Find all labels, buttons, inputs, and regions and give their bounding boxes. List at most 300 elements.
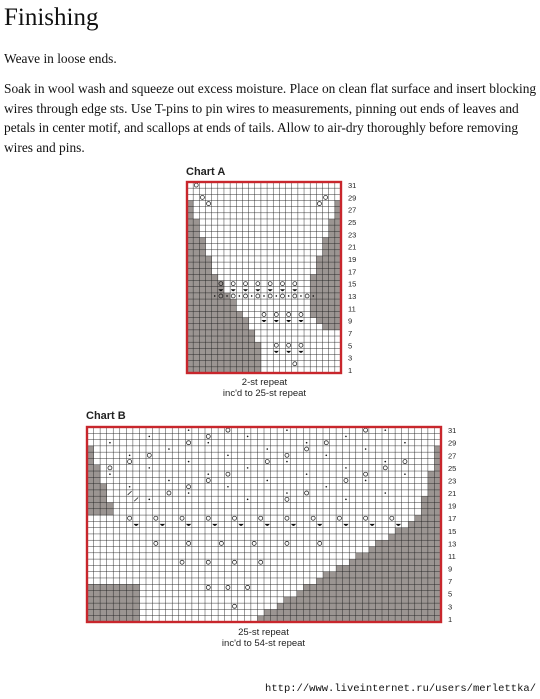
chart-a-no-stitch-cell	[205, 256, 211, 262]
chart-b-no-stitch-cell	[362, 609, 369, 616]
chart-b-no-stitch-cell	[336, 591, 343, 598]
chart-b-no-stitch-cell	[133, 584, 140, 591]
chart-b-no-stitch-cell	[428, 584, 435, 591]
chart-a-no-stitch-cell	[242, 361, 248, 367]
chart-b-no-stitch-cell	[402, 534, 409, 541]
chart-b-no-stitch-cell	[120, 591, 127, 598]
chart-a-purl-symbol	[251, 295, 253, 297]
chart-b-no-stitch-cell	[336, 584, 343, 591]
chart-a-no-stitch-cell	[310, 287, 316, 293]
chart-a-no-stitch-cell	[218, 330, 224, 336]
chart-a-no-stitch-cell	[329, 237, 335, 243]
chart-b-no-stitch-cell	[113, 609, 120, 616]
chart-b-no-stitch-cell	[375, 603, 382, 610]
chart-a-no-stitch-cell	[316, 256, 322, 262]
chart-b-no-stitch-cell	[375, 584, 382, 591]
chart-b-no-stitch-cell	[395, 547, 402, 554]
chart-b-no-stitch-cell	[126, 603, 133, 610]
chart-b-row-number: 5	[448, 589, 453, 599]
chart-a-no-stitch-cell	[224, 361, 230, 367]
chart-b-no-stitch-cell	[310, 597, 317, 604]
chart-b-no-stitch-cell	[316, 578, 323, 585]
chart-b-no-stitch-cell	[362, 591, 369, 598]
chart-b-no-stitch-cell	[415, 534, 422, 541]
chart-a-no-stitch-cell	[329, 250, 335, 256]
chart-b-no-stitch-cell	[369, 547, 376, 554]
chart-a-no-stitch-cell	[218, 355, 224, 361]
chart-b-no-stitch-cell	[316, 609, 323, 616]
chart-b-no-stitch-cell	[343, 565, 350, 572]
source-url: http://www.liveinternet.ru/users/merlettka/	[265, 683, 536, 695]
chart-a-no-stitch-cell	[212, 361, 218, 367]
chart-b-row-number: 13	[448, 539, 457, 549]
chart-b-no-stitch-cell	[349, 597, 356, 604]
chart-b-no-stitch-cell	[369, 591, 376, 598]
chart-a-no-stitch-cell	[323, 311, 329, 317]
chart-a-no-stitch-cell	[323, 281, 329, 287]
chart-b-no-stitch-cell	[428, 609, 435, 616]
chart-b-no-stitch-cell	[107, 584, 114, 591]
chart-b-no-stitch-cell	[330, 578, 337, 585]
chart-a-no-stitch-cell	[230, 348, 236, 354]
chart-b-no-stitch-cell	[356, 584, 363, 591]
chart-b-no-stitch-cell	[408, 584, 415, 591]
chart-b-no-stitch-cell	[389, 609, 396, 616]
chart-b-no-stitch-cell	[120, 603, 127, 610]
chart-a-no-stitch-cell	[199, 355, 205, 361]
chart-b-no-stitch-cell	[415, 553, 422, 560]
chart-a-no-stitch-cell	[230, 311, 236, 317]
chart-b-no-stitch-cell	[126, 584, 133, 591]
chart-b-purl-symbol	[247, 499, 249, 501]
chart-a-row-number: 21	[348, 242, 357, 252]
chart-b-no-stitch-cell	[356, 553, 363, 560]
chart-a-no-stitch-cell	[199, 348, 205, 354]
chart-b-no-stitch-cell	[303, 591, 310, 598]
chart-a-no-stitch-cell	[255, 361, 261, 367]
chart-a-no-stitch-cell	[205, 355, 211, 361]
chart-a-purl-symbol	[312, 295, 314, 297]
chart-a-no-stitch-cell	[193, 225, 199, 231]
chart-a-no-stitch-cell	[329, 274, 335, 280]
chart-a-no-stitch-cell	[316, 262, 322, 268]
chart-b-no-stitch-cell	[303, 609, 310, 616]
chart-a-no-stitch-cell	[230, 305, 236, 311]
chart-b-no-stitch-cell	[343, 609, 350, 616]
chart-a-row-number: 5	[348, 341, 353, 351]
paragraph-blocking: Soak in wool wash and squeeze out excess moisture. Place on clean flat surface and insert blocking wires through edge sts. Use T-pins to pin wires to measurements, pinning out ends of leaves and petals in center motif, and scallops at ends of tails. Allow to air-dry thoroughly before removing wires and pins.	[4, 81, 537, 155]
chart-b-no-stitch-cell	[107, 591, 114, 598]
chart-b-no-stitch-cell	[408, 609, 415, 616]
chart-a-no-stitch-cell	[205, 305, 211, 311]
chart-b-no-stitch-cell	[343, 591, 350, 598]
chart-b-no-stitch-cell	[395, 534, 402, 541]
chart-a-no-stitch-cell	[199, 250, 205, 256]
chart-b-no-stitch-cell	[369, 597, 376, 604]
chart-b-no-stitch-cell	[343, 584, 350, 591]
chart-a-no-stitch-cell	[329, 244, 335, 250]
chart-b-purl-symbol	[345, 436, 347, 438]
chart-b-no-stitch-cell	[94, 496, 101, 503]
chart-a-no-stitch-cell	[199, 324, 205, 330]
chart-a-row-number: 23	[348, 230, 357, 240]
chart-a-no-stitch-cell	[329, 324, 335, 330]
chart-b-no-stitch-cell	[389, 572, 396, 579]
chart-a-no-stitch-cell	[310, 305, 316, 311]
chart-b-no-stitch-cell	[375, 547, 382, 554]
chart-b-purl-symbol	[404, 442, 406, 444]
chart-a-no-stitch-cell	[224, 336, 230, 342]
chart-b-no-stitch-cell	[428, 471, 435, 478]
chart-b-no-stitch-cell	[382, 540, 389, 547]
chart-b-no-stitch-cell	[415, 515, 422, 522]
chart-a-no-stitch-cell	[236, 355, 242, 361]
chart-b-no-stitch-cell	[349, 609, 356, 616]
chart-b-no-stitch-cell	[310, 584, 317, 591]
chart-a-no-stitch-cell	[218, 324, 224, 330]
chart-b-no-stitch-cell	[356, 603, 363, 610]
chart-b-no-stitch-cell	[428, 597, 435, 604]
chart-b-no-stitch-cell	[94, 471, 101, 478]
chart-a-no-stitch-cell	[199, 361, 205, 367]
chart-b-no-stitch-cell	[408, 534, 415, 541]
chart-a-no-stitch-cell	[249, 342, 255, 348]
chart-b-no-stitch-cell	[284, 609, 291, 616]
chart-a-no-stitch-cell	[249, 330, 255, 336]
chart-b-no-stitch-cell	[375, 578, 382, 585]
chart-a-no-stitch-cell	[199, 299, 205, 305]
chart-a-no-stitch-cell	[316, 274, 322, 280]
chart-a-no-stitch-cell	[193, 342, 199, 348]
chart-b-no-stitch-cell	[316, 597, 323, 604]
chart-b-no-stitch-cell	[389, 540, 396, 547]
chart-b-no-stitch-cell	[395, 609, 402, 616]
chart-b-no-stitch-cell	[94, 603, 101, 610]
chart-b-row-number: 29	[448, 438, 457, 448]
chart-b-no-stitch-cell	[336, 609, 343, 616]
chart-b-no-stitch-cell	[415, 521, 422, 528]
chart-a-no-stitch-cell	[212, 342, 218, 348]
chart-a-row-number: 11	[348, 304, 356, 314]
chart-b-no-stitch-cell	[349, 591, 356, 598]
chart-a-no-stitch-cell	[193, 293, 199, 299]
chart-b-no-stitch-cell	[408, 603, 415, 610]
chart-b-no-stitch-cell	[369, 565, 376, 572]
chart-b-no-stitch-cell	[356, 609, 363, 616]
chart-a-no-stitch-cell	[323, 268, 329, 274]
chart-b-no-stitch-cell	[113, 591, 120, 598]
chart-a-no-stitch-cell	[193, 305, 199, 311]
chart-b-no-stitch-cell	[323, 584, 330, 591]
chart-b-no-stitch-cell	[395, 584, 402, 591]
chart-a-purl-symbol	[300, 295, 302, 297]
chart-b-no-stitch-cell	[421, 534, 428, 541]
chart-b-purl-symbol	[109, 473, 111, 475]
chart-a-no-stitch-cell	[329, 318, 335, 324]
chart-a-no-stitch-cell	[193, 256, 199, 262]
chart-a-no-stitch-cell	[329, 262, 335, 268]
chart-a-no-stitch-cell	[323, 324, 329, 330]
chart-b-no-stitch-cell	[382, 609, 389, 616]
chart-b-no-stitch-cell	[297, 603, 304, 610]
chart-b-no-stitch-cell	[316, 603, 323, 610]
chart-a-no-stitch-cell	[193, 274, 199, 280]
chart-b-no-stitch-cell	[395, 528, 402, 535]
chart-b-no-stitch-cell	[362, 603, 369, 610]
chart-b-no-stitch-cell	[349, 584, 356, 591]
chart-a-no-stitch-cell	[193, 318, 199, 324]
chart-b-no-stitch-cell	[362, 578, 369, 585]
chart-a-purl-symbol	[226, 295, 228, 297]
chart-a-no-stitch-cell	[205, 299, 211, 305]
chart-a-no-stitch-cell	[230, 318, 236, 324]
chart-b-no-stitch-cell	[356, 591, 363, 598]
chart-b-no-stitch-cell	[415, 547, 422, 554]
chart-a-no-stitch-cell	[316, 311, 322, 317]
chart-b-no-stitch-cell	[408, 597, 415, 604]
chart-b-no-stitch-cell	[290, 609, 297, 616]
chart-a-no-stitch-cell	[249, 348, 255, 354]
chart-b-no-stitch-cell	[94, 490, 101, 497]
paragraph-weave: Weave in loose ends.	[4, 51, 117, 66]
chart-a-no-stitch-cell	[249, 355, 255, 361]
chart-a-no-stitch-cell	[193, 348, 199, 354]
chart-a-no-stitch-cell	[212, 299, 218, 305]
chart-b-no-stitch-cell	[356, 559, 363, 566]
chart-b-no-stitch-cell	[408, 521, 415, 528]
chart-a-no-stitch-cell	[323, 256, 329, 262]
chart-a-no-stitch-cell	[199, 293, 205, 299]
chart-b-purl-symbol	[384, 429, 386, 431]
chart-b-no-stitch-cell	[316, 584, 323, 591]
chart-b-no-stitch-cell	[428, 528, 435, 535]
chart-b-no-stitch-cell	[126, 597, 133, 604]
chart-a-no-stitch-cell	[199, 342, 205, 348]
chart-a-no-stitch-cell	[310, 281, 316, 287]
chart-b-no-stitch-cell	[421, 559, 428, 566]
chart-a-no-stitch-cell	[323, 237, 329, 243]
chart-b-purl-symbol	[286, 461, 288, 463]
chart-b-no-stitch-cell	[415, 578, 422, 585]
chart-a-no-stitch-cell	[212, 305, 218, 311]
chart-b-caption-line2: inc'd to 54-st repeat	[221, 638, 306, 649]
chart-b-no-stitch-cell	[395, 591, 402, 598]
chart-b-no-stitch-cell	[362, 553, 369, 560]
chart-a-no-stitch-cell	[193, 336, 199, 342]
chart-b-no-stitch-cell	[421, 496, 428, 503]
chart-b-no-stitch-cell	[408, 565, 415, 572]
chart-b-no-stitch-cell	[421, 584, 428, 591]
chart-b-no-stitch-cell	[310, 603, 317, 610]
chart-b-no-stitch-cell	[303, 603, 310, 610]
chart-b-no-stitch-cell	[421, 521, 428, 528]
chart-b-purl-symbol	[188, 429, 190, 431]
chart-b-no-stitch-cell	[421, 565, 428, 572]
chart-b-purl-symbol	[148, 467, 150, 469]
chart-b-no-stitch-cell	[389, 603, 396, 610]
chart-a-no-stitch-cell	[193, 355, 199, 361]
chart-b-no-stitch-cell	[408, 540, 415, 547]
chart-a-no-stitch-cell	[218, 318, 224, 324]
chart-a-no-stitch-cell	[224, 324, 230, 330]
chart-b-no-stitch-cell	[382, 559, 389, 566]
chart-b-purl-symbol	[345, 499, 347, 501]
chart-a-no-stitch-cell	[316, 299, 322, 305]
chart-a-no-stitch-cell	[236, 324, 242, 330]
chart-b-no-stitch-cell	[402, 553, 409, 560]
chart-b-no-stitch-cell	[415, 572, 422, 579]
chart-b-no-stitch-cell	[297, 609, 304, 616]
chart-b-no-stitch-cell	[408, 578, 415, 585]
chart-b-no-stitch-cell	[356, 565, 363, 572]
chart-a-no-stitch-cell	[205, 268, 211, 274]
chart-b-no-stitch-cell	[389, 584, 396, 591]
chart-a-no-stitch-cell	[218, 299, 224, 305]
chart-b-no-stitch-cell	[94, 477, 101, 484]
chart-b-no-stitch-cell	[421, 502, 428, 509]
chart-b-no-stitch-cell	[310, 609, 317, 616]
chart-b-no-stitch-cell	[100, 591, 107, 598]
chart-a-no-stitch-cell	[199, 244, 205, 250]
chart-b-no-stitch-cell	[362, 584, 369, 591]
chart-b-no-stitch-cell	[421, 553, 428, 560]
chart-b-no-stitch-cell	[120, 584, 127, 591]
chart-a-no-stitch-cell	[242, 355, 248, 361]
chart-a-no-stitch-cell	[218, 305, 224, 311]
chart-b-no-stitch-cell	[369, 584, 376, 591]
chart-a-no-stitch-cell	[218, 311, 224, 317]
chart-b-no-stitch-cell	[408, 553, 415, 560]
chart-b-no-stitch-cell	[369, 572, 376, 579]
chart-b-no-stitch-cell	[428, 477, 435, 484]
chart-b-no-stitch-cell	[100, 584, 107, 591]
chart-b-no-stitch-cell	[421, 572, 428, 579]
chart-b-no-stitch-cell	[94, 502, 101, 509]
chart-a-row-number: 15	[348, 279, 357, 289]
chart-b-no-stitch-cell	[421, 547, 428, 554]
chart-b-no-stitch-cell	[402, 540, 409, 547]
chart-a-no-stitch-cell	[205, 318, 211, 324]
chart-b-purl-symbol	[168, 480, 170, 482]
chart-b-no-stitch-cell	[336, 572, 343, 579]
chart-b-no-stitch-cell	[382, 578, 389, 585]
chart-b-no-stitch-cell	[369, 578, 376, 585]
chart-a-no-stitch-cell	[323, 318, 329, 324]
chart-b-no-stitch-cell	[408, 547, 415, 554]
chart-b-row-number: 31	[448, 426, 457, 436]
chart-a-no-stitch-cell	[199, 330, 205, 336]
chart-b-no-stitch-cell	[402, 528, 409, 535]
chart-b-no-stitch-cell	[277, 603, 284, 610]
chart-b-no-stitch-cell	[349, 565, 356, 572]
chart-b-purl-symbol	[345, 467, 347, 469]
chart-b-purl-symbol	[188, 492, 190, 494]
chart-b-no-stitch-cell	[343, 572, 350, 579]
chart-b-no-stitch-cell	[421, 597, 428, 604]
chart-b-no-stitch-cell	[336, 565, 343, 572]
chart-b-purl-symbol	[325, 455, 327, 457]
chart-b-no-stitch-cell	[356, 572, 363, 579]
chart-b-purl-symbol	[286, 492, 288, 494]
chart-b-no-stitch-cell	[133, 597, 140, 604]
chart-b-purl-symbol	[109, 442, 111, 444]
chart-a-no-stitch-cell	[224, 305, 230, 311]
chart-b-no-stitch-cell	[100, 496, 107, 503]
chart-b-row-number: 3	[448, 602, 453, 612]
chart-a-no-stitch-cell	[193, 262, 199, 268]
chart-a-no-stitch-cell	[212, 355, 218, 361]
chart-b-no-stitch-cell	[343, 578, 350, 585]
chart-b-purl-symbol	[365, 480, 367, 482]
chart-b-no-stitch-cell	[395, 553, 402, 560]
chart-a-row-number: 19	[348, 255, 357, 265]
chart-a-no-stitch-cell	[249, 336, 255, 342]
chart-a-no-stitch-cell	[193, 330, 199, 336]
chart-a-no-stitch-cell	[224, 299, 230, 305]
chart-a-no-stitch-cell	[199, 256, 205, 262]
chart-a-no-stitch-cell	[199, 311, 205, 317]
chart-b-no-stitch-cell	[94, 484, 101, 491]
chart-a-no-stitch-cell	[242, 330, 248, 336]
chart-b-no-stitch-cell	[428, 521, 435, 528]
chart-b-no-stitch-cell	[428, 603, 435, 610]
chart-b-no-stitch-cell	[428, 547, 435, 554]
page-title: Finishing	[4, 4, 99, 31]
chart-b-no-stitch-cell	[421, 515, 428, 522]
chart-b-no-stitch-cell	[389, 547, 396, 554]
chart-b-no-stitch-cell	[362, 565, 369, 572]
chart-b-purl-symbol	[168, 448, 170, 450]
chart-b-no-stitch-cell	[100, 597, 107, 604]
chart-a-no-stitch-cell	[193, 299, 199, 305]
chart-a-no-stitch-cell	[205, 361, 211, 367]
chart-a-no-stitch-cell	[193, 219, 199, 225]
chart-a-no-stitch-cell	[236, 342, 242, 348]
chart-a-no-stitch-cell	[242, 348, 248, 354]
chart-b-no-stitch-cell	[421, 578, 428, 585]
chart-b-purl-symbol	[306, 473, 308, 475]
chart-a-no-stitch-cell	[329, 293, 335, 299]
chart-a-no-stitch-cell	[218, 361, 224, 367]
chart-b-no-stitch-cell	[336, 597, 343, 604]
chart-b-no-stitch-cell	[395, 565, 402, 572]
chart-b-no-stitch-cell	[395, 603, 402, 610]
chart-b-no-stitch-cell	[133, 591, 140, 598]
chart-b-row-number: 1	[448, 614, 453, 624]
chart-b-no-stitch-cell	[126, 591, 133, 598]
chart-a-no-stitch-cell	[199, 287, 205, 293]
chart-b-no-stitch-cell	[343, 603, 350, 610]
chart-a-purl-symbol	[214, 295, 216, 297]
chart-a-no-stitch-cell	[199, 336, 205, 342]
chart-b-no-stitch-cell	[408, 572, 415, 579]
chart-a-no-stitch-cell	[212, 311, 218, 317]
chart-a-no-stitch-cell	[323, 244, 329, 250]
chart-b-no-stitch-cell	[323, 572, 330, 579]
chart-b-no-stitch-cell	[395, 597, 402, 604]
chart-a-no-stitch-cell	[230, 330, 236, 336]
chart-b-no-stitch-cell	[402, 547, 409, 554]
chart-b-no-stitch-cell	[375, 609, 382, 616]
chart-b-no-stitch-cell	[323, 591, 330, 598]
chart-a-no-stitch-cell	[205, 342, 211, 348]
chart-b-no-stitch-cell	[402, 584, 409, 591]
chart-b-no-stitch-cell	[100, 609, 107, 616]
chart-b-no-stitch-cell	[375, 540, 382, 547]
chart-a-no-stitch-cell	[242, 336, 248, 342]
chart-b-purl-symbol	[247, 467, 249, 469]
chart-b-no-stitch-cell	[349, 559, 356, 566]
